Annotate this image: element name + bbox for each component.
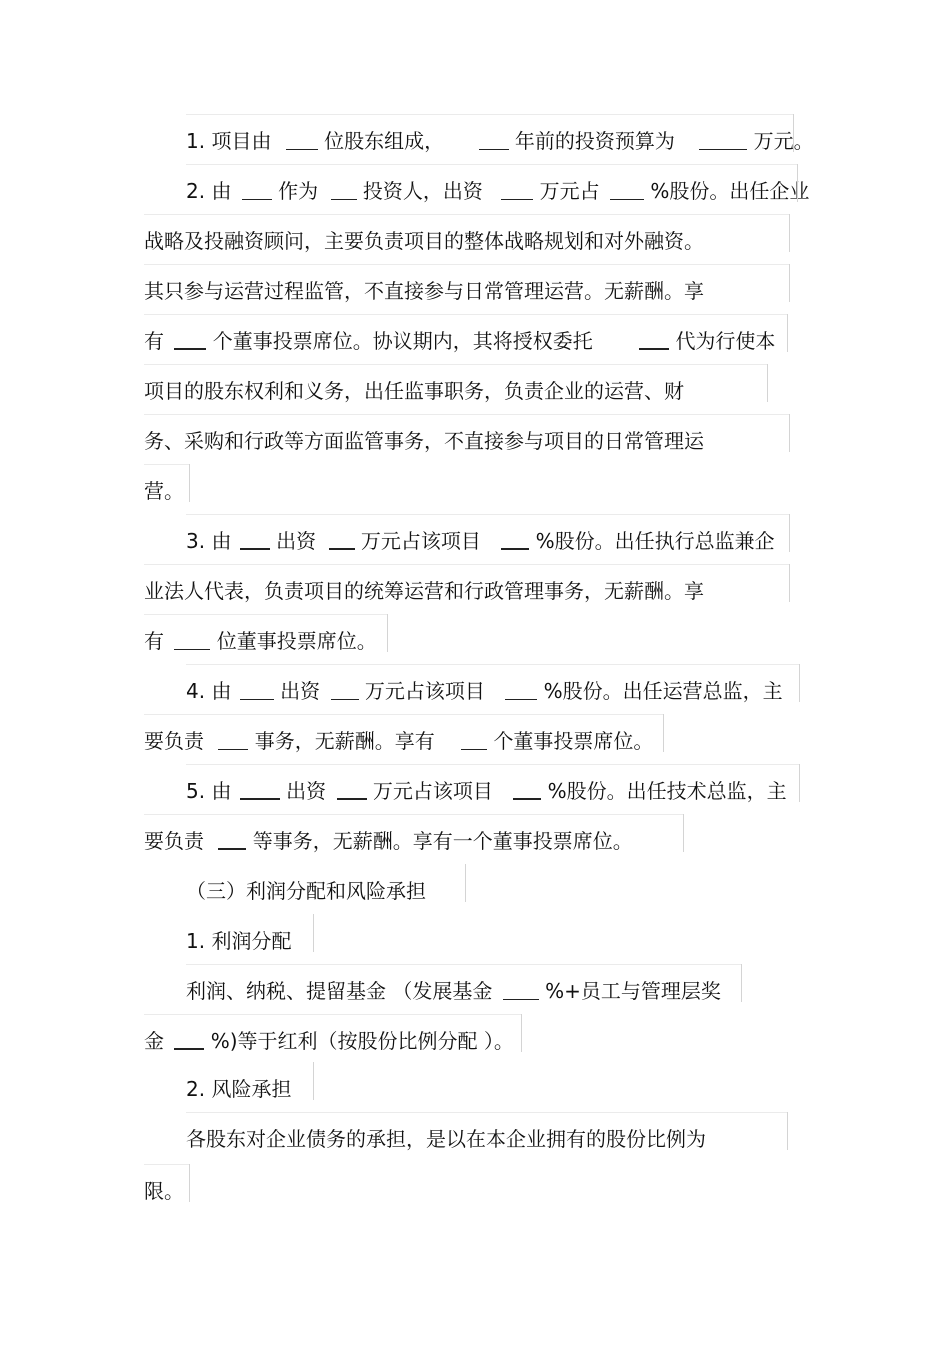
line-21-text: 各股东对企业债务的承担，是以在本企业拥有的股份比例为 — [186, 1127, 706, 1151]
line-13-text-a: 要负责 — [144, 729, 204, 753]
blank-field[interactable] — [174, 1027, 204, 1050]
blank-field[interactable] — [501, 527, 529, 550]
blank-field[interactable] — [503, 978, 539, 1000]
line-13 — [144, 726, 664, 756]
line-9-text-c: 万元占该项目 — [360, 529, 481, 553]
line-4-text: 其只参与运营过程监管，不直接参与日常管理运营。无薪酬。享 — [144, 279, 704, 303]
line-18 — [186, 976, 742, 1006]
line-2-text-a: 2. 由 — [186, 179, 232, 203]
line-14 — [186, 776, 800, 806]
line-8 — [144, 476, 190, 506]
blank-field[interactable] — [174, 327, 206, 350]
line-2-text-c: 投资人，出资 — [362, 179, 483, 203]
blank-field[interactable] — [240, 527, 270, 550]
blank-field[interactable] — [639, 327, 669, 350]
line-15-text-a: 要负责 — [144, 829, 204, 853]
line-22-text: 限。 — [144, 1179, 184, 1203]
line-6-text: 项目的股东权利和义务，出任监事职务，负责企业的运营、财 — [144, 379, 684, 403]
line-11-text-a: 有 — [144, 629, 164, 653]
line-7 — [144, 426, 790, 456]
line-12-text-c: 万元占该项目 — [364, 679, 485, 703]
line-1-text-b: 位股东组成， — [324, 129, 445, 153]
line-11-text-b: 位董事投票席位。 — [216, 629, 377, 653]
blank-field[interactable] — [329, 527, 355, 550]
line-4 — [144, 276, 790, 306]
blank-field[interactable] — [240, 678, 274, 700]
line-1 — [186, 126, 814, 156]
line-13-text-b: 事务，无薪酬。享有 — [254, 729, 435, 753]
line-1-text-d: 万元。 — [753, 129, 814, 153]
line-10 — [144, 576, 790, 606]
blank-field[interactable] — [218, 728, 248, 750]
line-7-text: 务、采购和行政等方面监管事务，不直接参与项目的日常管理运 — [144, 429, 704, 453]
line-2-text-b: 作为 — [278, 179, 319, 203]
line-19-text-a: 金 — [144, 1029, 164, 1053]
line-9-text-b: 出资 — [276, 529, 317, 553]
line-18-text-b: %+员工与管理层奖 — [545, 979, 721, 1003]
line-14-text-b: 出资 — [286, 779, 327, 803]
line-8-text: 营。 — [144, 479, 184, 503]
line-1-text-c: 年前的投资预算为 — [514, 129, 675, 153]
blank-field[interactable] — [174, 628, 210, 650]
line-2-text-d: 万元占 — [539, 179, 600, 203]
line-12-text-a: 4. 由 — [186, 679, 232, 703]
subheading-profit-distribution — [186, 926, 314, 956]
line-19 — [144, 1026, 522, 1056]
blank-field[interactable] — [610, 178, 644, 200]
line-9-text-a: 3. 由 — [186, 529, 232, 553]
blank-field[interactable] — [242, 178, 272, 200]
line-15 — [144, 826, 684, 856]
line-6 — [144, 376, 768, 406]
blank-field[interactable] — [218, 827, 246, 850]
line-14-text-d: %股份。出任技术总监，主 — [547, 779, 787, 803]
line-3-text: 战略及投融资顾问，主要负责项目的整体战略规划和对外融资。 — [144, 229, 704, 253]
blank-field[interactable] — [286, 128, 318, 150]
line-5-text-b: 个董事投票席位。协议期内，其将授权委托 — [212, 329, 593, 353]
line-13-text-c: 个董事投票席位。 — [493, 729, 654, 753]
blank-field[interactable] — [699, 128, 747, 150]
line-5 — [144, 326, 788, 356]
line-12-text-d: %股份。出任运营总监，主 — [543, 679, 783, 703]
line-15-text-b: 等事务，无薪酬。享有一个董事投票席位。 — [252, 829, 633, 853]
blank-field[interactable] — [240, 777, 280, 800]
line-21 — [186, 1124, 788, 1154]
blank-field[interactable] — [337, 777, 367, 800]
line-11 — [144, 626, 388, 656]
line-18-text-a: 利润、纳税、提留基金 （发展基金 — [186, 979, 493, 1003]
line-1-text-a: 1. 项目由 — [186, 129, 272, 153]
subheading-text: 1. 利润分配 — [186, 929, 292, 953]
line-10-text: 业法人代表，负责项目的统筹运营和行政管理事务，无薪酬。享 — [144, 579, 704, 603]
line-3 — [144, 226, 790, 256]
line-9 — [186, 526, 790, 556]
blank-field[interactable] — [461, 728, 487, 750]
blank-field[interactable] — [331, 678, 359, 700]
section-heading-text: （三）利润分配和风险承担 — [186, 879, 426, 903]
line-2-text-e: %股份。出任企业 — [650, 179, 810, 203]
line-5-text-a: 有 — [144, 329, 164, 353]
blank-field[interactable] — [505, 678, 537, 700]
line-19-text-b: %)等于红利（按股份比例分配 ）。 — [210, 1029, 514, 1053]
blank-field[interactable] — [501, 178, 533, 200]
subheading-risk-bearing — [186, 1074, 314, 1104]
line-14-text-c: 万元占该项目 — [372, 779, 493, 803]
blank-field[interactable] — [479, 128, 509, 150]
line-12 — [186, 676, 800, 706]
line-5-text-c: 代为行使本 — [675, 329, 776, 353]
subheading-text: 2. 风险承担 — [186, 1077, 292, 1101]
section-heading — [186, 876, 466, 906]
line-12-text-b: 出资 — [280, 679, 321, 703]
blank-field[interactable] — [513, 777, 541, 800]
line-2 — [186, 176, 810, 206]
blank-field[interactable] — [331, 178, 357, 200]
line-14-text-a: 5. 由 — [186, 779, 232, 803]
line-22 — [144, 1176, 190, 1206]
line-9-text-d: %股份。出任执行总监兼企 — [535, 529, 775, 553]
